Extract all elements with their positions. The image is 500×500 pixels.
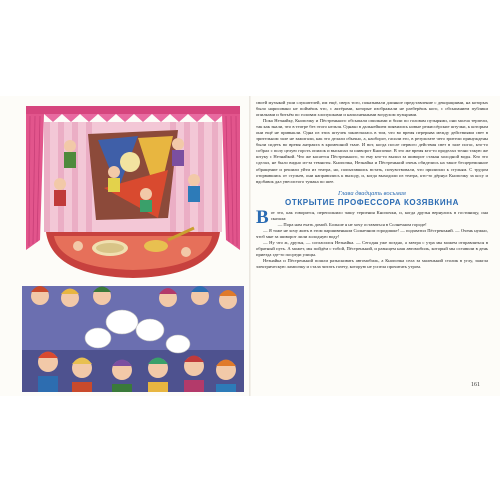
chapter-heading	[256, 190, 488, 207]
paragraph-5: — Я тоже не хочу жить в этом паршивеньком Солнечном городишке! — подхватил Пёстренький. — Очень нужно, чтоб мне за шиворот лили холодную воду!	[256, 227, 488, 239]
chapter-label: Глава двадцать восьмая	[338, 189, 406, 197]
paragraph-6: — Ну что ж, друзья, — согласился Незнайка. — Сегодня уже поздно, а завтра с утра мы можем отправляться в обратный путь. А может, мы пойдём с тобой, Пёстренький, и разыщем наш автомобиль, который мы оставили в день приезда где-то посреди улицы.	[256, 239, 488, 257]
paragraph-2: Пока Незнайку, Кнопочку и Пёстренького обсыпали опилками и били по головам пузырями, они молча терпели, так как знали, что в театре без этого нельзя. Однако в дальнейшем появились новые режиссёрские штучки, к которым они ещё не привыкли. Одна из этих штучек заключалась в том, что во время перерыва между действиями свет в зрительном зале не зажигали, как это делали обычно, а, наоборот, гасили его, в результате чего зрители принуждены были сидеть во время антракта в кромешной тьме. И вот, когда после первого действия свет в зале погас, кто-то собрал с полу целую горсть опилок и высыпал за шиворот Кнопочке. В это же время кто-то проделал точно такую же штуку с Незнайкой. Что же касается Пёстренького, то ему кто-то вылил за шиворот стакан холодной воды. Кто это сделал, не было видно из-за темноты. Кнопочка, Незнайка и Пёстренький очень обиделись на такое бесцеремонное обращение и решили уйти из театра, но, попытавшись встать, почувствовали, что прилипли к стульям. С трудом оторвавшись от стульев, они направились к выходу, и, когда выходили из театра, кто-то дёрнул Кнопочку за косу и вдобавок дал увесистого тумака по шее.	[256, 118, 488, 184]
chapter-title: ОТКРЫТИЕ ПРОФЕССОРА КОЗЯВКИНА	[285, 197, 459, 207]
stage-scenery	[88, 130, 178, 220]
paragraph-4: — Пора нам ехать домой. Больше я не хочу оставаться в Солнечном городе!	[277, 221, 427, 227]
book-gutter	[249, 96, 251, 396]
paragraph-1: своей музыкой уши слушателей, им ещё, сверх того, показывали длинное представление с декорациями, на которых было нарисовано не поймёшь что, с актёрами, которые изображали не разберёшь кого, с обсыпанием публики опилками и битьём по головам хлопушками и наполненными воздухом пузырями.	[256, 100, 488, 118]
page-number: 161	[471, 382, 480, 388]
illustration-svg	[18, 100, 248, 392]
drop-cap: В	[256, 206, 269, 228]
paragraph-7: Незнайка и Пёстренький пошли разыскивать автомобиль, а Кнопочка села за маленький столик в углу, зажгла электрическую лампочку и стала читать газету, которую не успела прочитать утром.	[256, 258, 488, 270]
theatre-illustration	[18, 100, 248, 392]
audience	[22, 286, 244, 392]
right-page	[256, 100, 488, 392]
paragraph-3-text: от это, как говорится, переполнило чашу терпения Кнопочки, и, когда друзья вернулись в гостиницу, она сказала:	[270, 209, 488, 221]
